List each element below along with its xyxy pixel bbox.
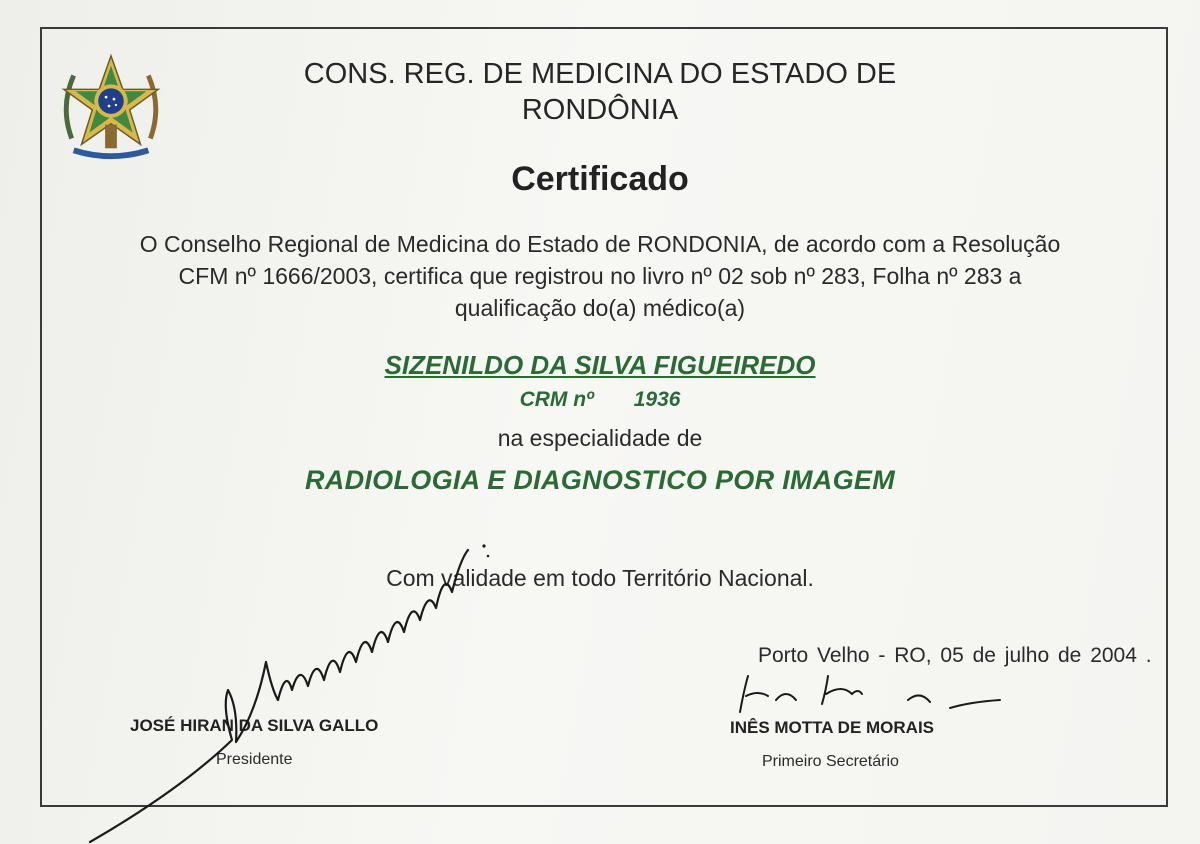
doctor-name: SIZENILDO DA SILVA FIGUEIREDO bbox=[384, 350, 816, 380]
council-line-2: RONDÔNIA bbox=[521, 94, 679, 126]
body-line-1: O Conselho Regional de Medicina do Estado de RONDONIA, de acordo com a Resolução bbox=[139, 231, 1061, 257]
body-line-2: CFM nº 1666/2003, certifica que registrou no livro nº 02 sob nº 283, Folha nº 283 a bbox=[178, 263, 1022, 289]
secretary-role: Primeiro Secretário bbox=[762, 753, 899, 770]
certificate-body bbox=[0, 228, 1200, 324]
body-line-3: qualificação do(a) médico(a) bbox=[454, 295, 746, 321]
certificate-border bbox=[40, 27, 1168, 807]
secretary-name: INÊS MOTTA DE MORAIS bbox=[730, 718, 934, 737]
president-name: JOSÉ HIRAN DA SILVA GALLO bbox=[130, 716, 379, 735]
certificate-title: Certificado bbox=[511, 160, 689, 198]
president-role: Presidente bbox=[216, 751, 293, 768]
place-date: Porto Velho - RO, 05 de julho de 2004 . bbox=[758, 644, 1152, 667]
validity-statement: Com validade em todo Território Nacional. bbox=[386, 565, 814, 591]
crm-registration bbox=[0, 388, 1200, 412]
specialty: RADIOLOGIA E DIAGNOSTICO POR IMAGEM bbox=[304, 465, 895, 495]
council-line-1: CONS. REG. DE MEDICINA DO ESTADO DE bbox=[303, 58, 897, 90]
crm-label: CRM nº bbox=[519, 388, 594, 411]
crm-number: 1936 bbox=[633, 388, 681, 411]
council-name bbox=[0, 56, 1200, 128]
specialty-intro: na especialidade de bbox=[497, 425, 703, 451]
